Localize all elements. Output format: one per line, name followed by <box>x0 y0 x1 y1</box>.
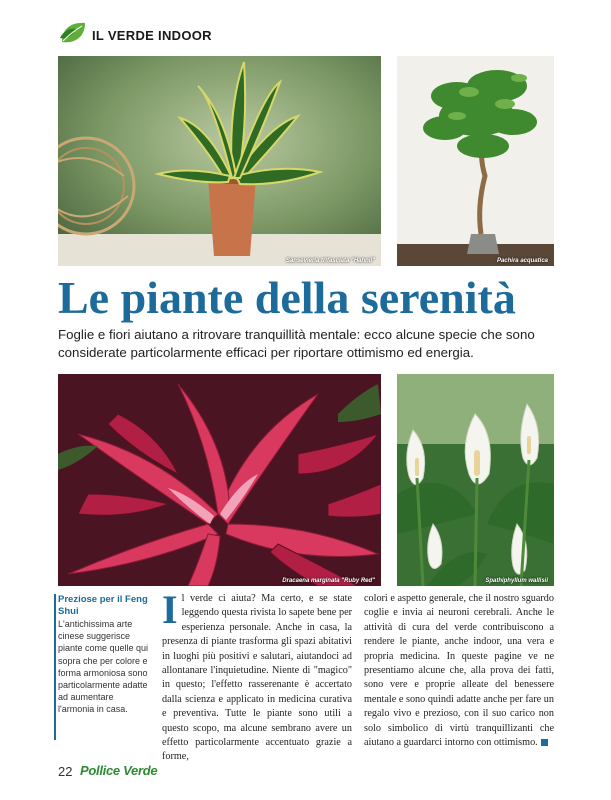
photo-caption: Spathiphyllum wallisii <box>485 578 548 584</box>
standfirst: Foglie e fiori aiutano a ritrovare tranquillità mentale: ecco alcune specie che sono considerate particolarmente efficaci per riportare ottimismo ed energia. <box>58 327 535 360</box>
dracaena-illustration <box>58 374 381 586</box>
sidebar-body: L'antichissima arte cinese suggerisce piante come quelle qui sopra che per colore e forma armoniosa sono particolarmente adatte ad aumentare l'armonia in casa. <box>58 619 149 715</box>
drop-cap: I <box>162 587 178 632</box>
magazine-brand: Pollice Verde <box>80 763 158 778</box>
photo-spathiphyllum <box>397 374 554 586</box>
sidebar-rule <box>54 594 56 740</box>
article-column-2 <box>364 592 554 750</box>
article-text-1: l verde ci aiuta? Ma certo, e se state leggendo questa rivista lo sapete bene per esperienza personale. Anche in casa, la presenza di piante trasforma gli spazi abitativi in luoghi più positivi e salutari, aiutandoci ad allontanare l'inquietudine. Niente di "magico" in questo; l'effetto rasserenante è accertato dalla scienza e applicato in medicina curativa e preventiva. Tutte le piante sono utili a questo scopo, ma alcune sembrano avere un effetto particolarmente accentuato grazie a forme, <box>162 593 352 763</box>
photo-sansevieria <box>58 56 381 266</box>
article-column-1 <box>162 587 352 765</box>
page-number: 22 <box>58 764 73 779</box>
photo-caption: Sansevieria trifasciata "Hahnii" <box>285 258 375 264</box>
headline: Le piante della serenità <box>58 272 516 323</box>
sidebar-box <box>58 594 150 716</box>
section-title: IL VERDE INDOOR <box>92 28 212 43</box>
pachira-illustration <box>397 56 554 266</box>
photo-dracaena <box>58 374 381 586</box>
article-text-2: colori e aspetto generale, che il nostro sguardo coglie e invia ai neuroni cerebrali. Anche le attività di cura del verde contribuiscono a rendere le piante, anche indoor, una vera e propria medicina. In queste pagine ve ne presentiamo alcune che, alla prova dei fatti, sono vere e proprie alleate del benessere mentale e sono quindi adatte anche per fare un regalo vivo e prezioso, con il suo carico non solo simbolico di virtù tranquillizanti che aiutano a guardarci intorno con ottimismo. <box>364 593 554 749</box>
leaf-logo-icon <box>58 20 88 46</box>
photo-pachira <box>397 56 554 266</box>
spathiphyllum-illustration <box>397 374 554 586</box>
sansevieria-illustration <box>58 56 381 266</box>
sidebar-title: Preziose per il Feng Shui <box>58 594 148 617</box>
photo-caption: Pachira acquatica <box>496 258 548 264</box>
photo-caption: Dracaena marginata "Ruby Red" <box>282 578 375 584</box>
end-mark-icon <box>541 739 548 746</box>
